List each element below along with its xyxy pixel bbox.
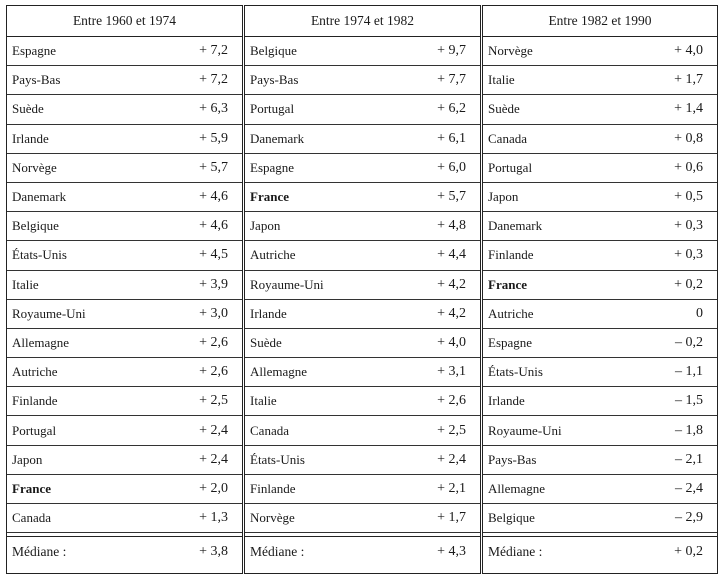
table-row [7,66,242,95]
table-row [483,183,717,212]
table-row [7,446,242,475]
growth-value: + 3,1 [437,364,466,380]
country-name: Canada [250,422,289,438]
growth-value: + 2,6 [437,393,466,409]
table-row [483,271,717,300]
table-row [7,300,242,329]
table-row [245,125,480,154]
table-row [245,446,480,475]
table-row [483,329,717,358]
table-row [483,37,717,66]
country-name: Allemagne [250,364,308,380]
country-name: Norvège [488,43,533,59]
table-row [7,241,242,270]
country-name: Pays-Bas [488,451,537,467]
growth-value: + 1,7 [674,72,703,88]
growth-value: + 4,0 [674,43,703,59]
country-list [483,37,717,533]
growth-value: + 1,7 [437,510,466,526]
growth-value: + 2,4 [437,451,466,467]
table-row [483,125,717,154]
table-row [7,212,242,241]
table-row [483,95,717,124]
table-row [245,271,480,300]
growth-value: + 7,2 [199,43,228,59]
column-header: Entre 1960 et 1974 [7,6,242,37]
growth-value: + 1,3 [199,510,228,526]
growth-value: + 4,8 [437,218,466,234]
table-row [245,387,480,416]
table-row [7,329,242,358]
country-name: Portugal [12,422,57,438]
country-name: Pays-Bas [12,72,61,88]
period-column-1960-1974 [6,5,243,574]
country-name: Irlande [488,393,525,409]
growth-value: + 3,0 [199,305,228,321]
table-row [7,125,242,154]
country-name: États-Unis [12,247,67,263]
growth-value: + 5,9 [199,130,228,146]
country-name: Autriche [488,305,534,321]
country-name: Suède [12,101,44,117]
table-row [245,212,480,241]
growth-value: – 1,5 [675,393,703,409]
median-row [7,537,242,567]
country-name: Autriche [12,364,58,380]
table-row [483,212,717,241]
growth-value: – 2,4 [675,480,703,496]
country-name: Danemark [250,130,305,146]
country-name: Allemagne [12,334,70,350]
growth-value: + 5,7 [199,159,228,175]
table-row [483,446,717,475]
table-row [7,271,242,300]
country-list [7,37,242,533]
table-row [483,504,717,533]
country-name: Irlande [250,305,287,321]
growth-value: + 4,6 [199,218,228,234]
table-row [245,358,480,387]
growth-value: + 6,2 [437,101,466,117]
table-row [245,37,480,66]
table-row [483,358,717,387]
country-list [245,37,480,533]
country-name: Japon [250,218,281,234]
table-row [7,95,242,124]
table-row [245,504,480,533]
country-name: Suède [488,101,520,117]
growth-value: + 2,0 [199,480,228,496]
growth-value: – 1,8 [675,422,703,438]
table-row [245,300,480,329]
country-name: Italie [488,72,515,88]
growth-value: + 2,5 [199,393,228,409]
country-name: Belgique [250,43,297,59]
growth-value: + 6,3 [199,101,228,117]
country-name: Irlande [12,130,49,146]
growth-value: + 2,6 [199,364,228,380]
country-name: Finlande [250,480,296,496]
country-name: Danemark [12,189,67,205]
median-label: Médiane : [250,544,305,560]
country-name: États-Unis [250,451,305,467]
country-name: Allemagne [488,480,546,496]
country-name: Suède [250,334,282,350]
table-row [245,66,480,95]
median-label: Médiane : [12,544,67,560]
median-row [245,537,480,567]
growth-value: + 2,4 [199,422,228,438]
growth-value: + 7,2 [199,72,228,88]
table-row [245,416,480,445]
table-row [7,358,242,387]
table-row [483,66,717,95]
table-row [7,416,242,445]
growth-value: + 3,9 [199,276,228,292]
growth-value: + 4,2 [437,305,466,321]
country-name: Canada [488,130,527,146]
growth-value: + 0,3 [674,218,703,234]
country-name: France [250,189,289,205]
country-name: Royaume-Uni [12,305,86,321]
growth-value: + 0,8 [674,130,703,146]
table-row [7,387,242,416]
median-label: Médiane : [488,544,543,560]
table-row [245,95,480,124]
table-row [245,154,480,183]
table-row [483,241,717,270]
period-column-1974-1982 [244,5,481,574]
country-name: Royaume-Uni [488,422,562,438]
table-row [245,329,480,358]
country-name: Japon [488,189,519,205]
median-value: + 0,2 [674,544,703,560]
growth-value: + 4,5 [199,247,228,263]
table-row [483,416,717,445]
country-name: Portugal [250,101,295,117]
country-name: Norvège [12,159,57,175]
growth-value: + 6,1 [437,130,466,146]
country-name: Canada [12,510,51,526]
growth-value: + 5,7 [437,189,466,205]
table-row [7,183,242,212]
country-name: Espagne [488,334,533,350]
table-row [245,475,480,504]
growth-value: – 2,9 [675,510,703,526]
median-value: + 3,8 [199,544,228,560]
growth-value: + 1,4 [674,101,703,117]
median-value: + 4,3 [437,544,466,560]
table-row [7,37,242,66]
country-name: Italie [12,276,39,292]
country-name: Finlande [12,393,58,409]
growth-value: + 2,4 [199,451,228,467]
country-name: Royaume-Uni [250,276,324,292]
table-row [483,475,717,504]
country-name: Norvège [250,510,295,526]
country-name: Espagne [12,43,57,59]
table-row [483,300,717,329]
country-name: Italie [250,393,277,409]
table-row [7,475,242,504]
country-name: Espagne [250,159,295,175]
country-name: Finlande [488,247,534,263]
table-row [483,387,717,416]
growth-value: + 6,0 [437,159,466,175]
growth-value: + 0,3 [674,247,703,263]
growth-value: + 0,5 [674,189,703,205]
country-name: Danemark [488,218,543,234]
period-column-1982-1990 [482,5,718,574]
column-header: Entre 1974 et 1982 [245,6,480,37]
country-name: Belgique [488,510,535,526]
growth-value: + 9,7 [437,43,466,59]
growth-value: + 4,2 [437,276,466,292]
table-row [483,154,717,183]
country-name: Autriche [250,247,296,263]
country-name: Pays-Bas [250,72,299,88]
growth-value: – 2,1 [675,451,703,467]
growth-value: + 0,2 [674,276,703,292]
country-name: États-Unis [488,364,543,380]
growth-value: – 1,1 [675,364,703,380]
growth-value: + 2,1 [437,480,466,496]
growth-value: 0 [696,305,703,321]
growth-value: + 4,6 [199,189,228,205]
growth-value: + 0,6 [674,159,703,175]
country-name: Japon [12,451,43,467]
growth-value: + 4,4 [437,247,466,263]
column-header: Entre 1982 et 1990 [483,6,717,37]
median-row [483,537,717,567]
country-name: Belgique [12,218,59,234]
country-name: France [12,480,51,496]
table-row [7,504,242,533]
growth-value: + 2,5 [437,422,466,438]
country-name: Portugal [488,159,533,175]
table-row [7,154,242,183]
growth-value: + 7,7 [437,72,466,88]
growth-value: – 0,2 [675,334,703,350]
growth-value: + 4,0 [437,334,466,350]
table-row [245,241,480,270]
country-name: France [488,276,527,292]
growth-value: + 2,6 [199,334,228,350]
table-row [245,183,480,212]
